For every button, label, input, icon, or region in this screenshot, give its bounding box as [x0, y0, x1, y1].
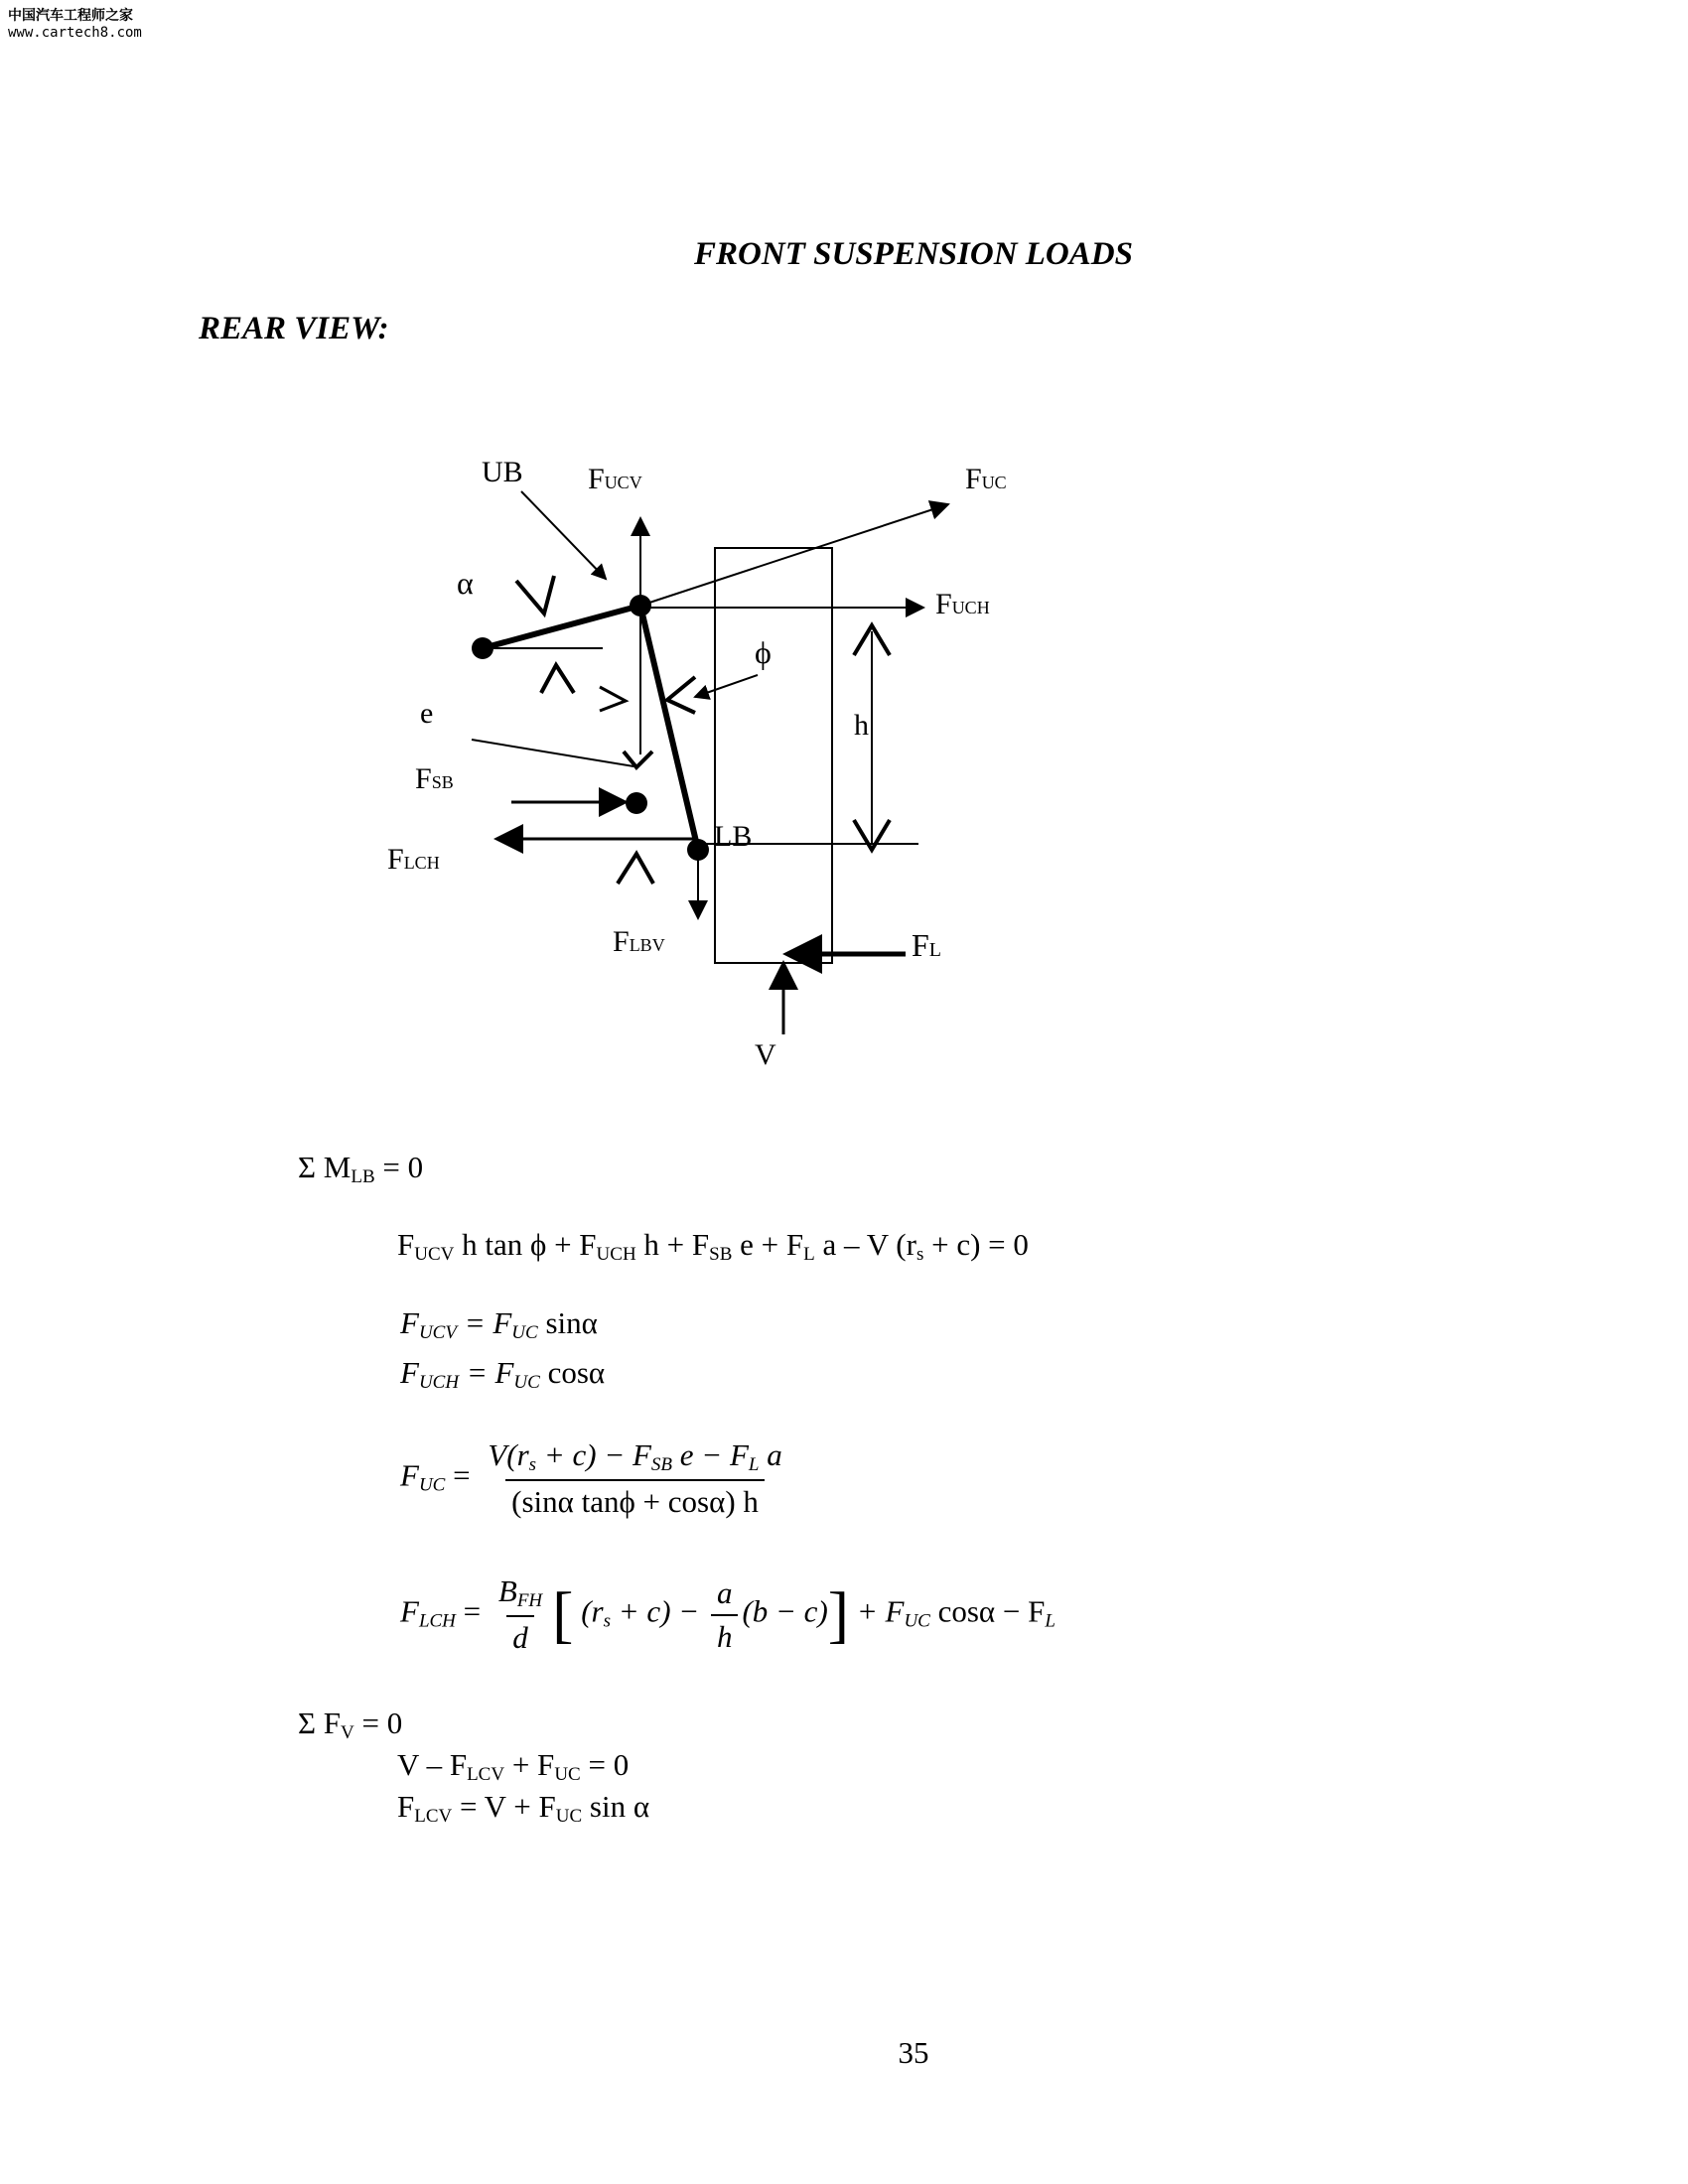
- e-leader: [472, 740, 633, 766]
- label-fl: FL: [912, 927, 942, 963]
- label-ub: UB: [482, 456, 523, 488]
- fucv-eq: $F_{UCV} = F_{UC}$ sinα: [400, 1305, 598, 1343]
- alpha-chevron-top: [516, 576, 554, 614]
- phi-chevron: [667, 677, 695, 713]
- label-flch: FLCH: [387, 843, 440, 876]
- alpha-chevron-bottom: [541, 665, 574, 693]
- label-e: e: [420, 697, 434, 730]
- watermark-url: www.cartech8.com: [8, 24, 142, 41]
- phi-mark-left: [600, 687, 626, 711]
- inner-pivot-point: [472, 637, 493, 659]
- moment-balance-eq: $F_{UCV}$ h $\tan \phi + F_{UCH}$ $h + F_{SB}$ $e + F_L$ a – V $(r_s + c) = 0$: [397, 1227, 1029, 1265]
- watermark-site-name: 中国汽车工程师之家: [8, 8, 133, 24]
- upper-control-arm: [483, 606, 640, 648]
- force-balance-eq: $V - F_{LCV} + F_{UC} = 0$: [397, 1747, 630, 1785]
- fuch-eq: $F_{UCH} = F_{UC}$ cosα: [400, 1355, 606, 1393]
- page-number: 35: [898, 2035, 929, 2070]
- label-fsb: FSB: [415, 762, 454, 795]
- phi-leader: [695, 675, 758, 697]
- flch-eq: $F_{LCH}$ = $\frac{B_{FH}}{d}$ [ $(r_s + c)$ − $\frac{a}{h}$ $(b - c)] + F_{UC}$ $\cos\alpha - F_L$: [400, 1573, 1055, 1655]
- label-fuc: FUC: [965, 463, 1007, 495]
- label-lb-text: LB: [714, 820, 753, 853]
- label-alpha: α: [457, 565, 474, 601]
- fuc-arrow: [640, 504, 948, 606]
- fuc-denominator: (sinα tanϕ + cosα) h: [505, 1479, 765, 1520]
- label-flbv: FLBV: [613, 925, 665, 958]
- fuc-eq: $F_{UC}$ = $\frac{V(r_s + c) - F_{SB} e - F_L a}{\text{(sinα tanϕ + cosα) h}}$: [400, 1437, 792, 1520]
- label-fuch: FUCH: [935, 588, 990, 620]
- flcv-eq: $F_{LCV} = V + F_{UC}$ sin α: [397, 1789, 650, 1827]
- a-over-h-fraction: $\frac{a}{h}$: [711, 1575, 739, 1655]
- bfh-over-d-fraction: $\frac{B_{FH}}{d}$: [497, 1573, 543, 1655]
- upright-member: [640, 606, 698, 850]
- label-v: V: [755, 1038, 776, 1071]
- fuc-numerator: $V(r_s + c) - F_{SB}$ $e - F_L$ a: [488, 1437, 782, 1475]
- force-sum-eq: Σ $F_V = 0$: [298, 1706, 403, 1743]
- label-lb: [714, 820, 752, 853]
- spring-mount-point: [626, 792, 647, 814]
- moment-sum-eq: Σ $M_{LB} = 0$: [298, 1150, 424, 1187]
- page-title: FRONT SUSPENSION LOADS: [694, 236, 1133, 272]
- wheel-outline: [715, 548, 832, 963]
- label-phi: ϕ: [755, 634, 772, 670]
- fuc-fraction: [482, 1437, 787, 1520]
- lower-chevron: [618, 854, 653, 884]
- section-subtitle: REAR VIEW:: [199, 311, 389, 346]
- label-fucv: FUCV: [588, 463, 642, 495]
- ub-leader: [521, 491, 606, 579]
- label-h: h: [854, 709, 869, 742]
